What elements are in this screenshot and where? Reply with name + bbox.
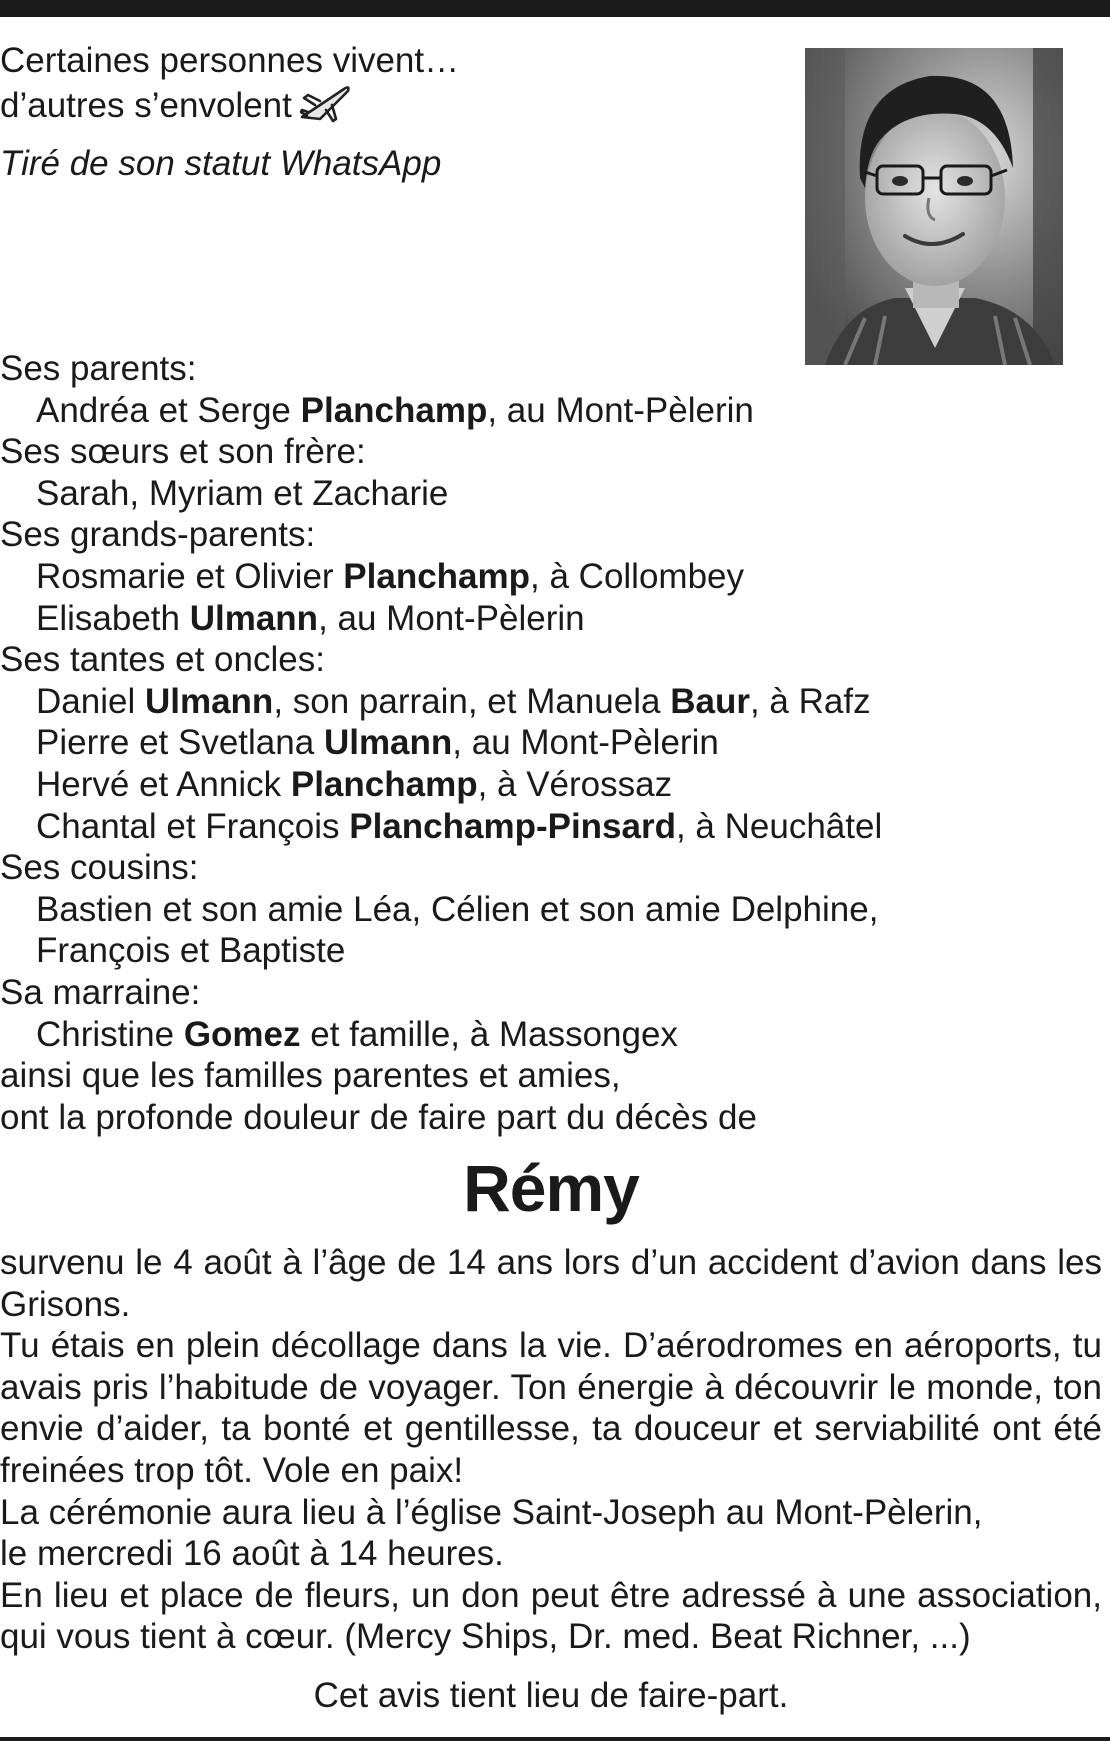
epigraph-line-1: Certaines personnes vivent… [0, 41, 460, 80]
deceased-name: Rémy [463, 1151, 639, 1225]
family-entry [0, 598, 1102, 640]
portrait-image [805, 48, 1063, 365]
entry-location: et famille, à Massongex [300, 1014, 678, 1054]
entry-given-names: Bastien et son amie Léa, Célien et son amie Delphine, [36, 889, 879, 929]
body-paragraph: le mercredi 16 août à 14 heures. [0, 1534, 504, 1574]
entry-family-name: Planchamp [343, 556, 531, 596]
family-category-label: Sa marraine: [0, 972, 201, 1012]
entry-location: , au Mont-Pèlerin [318, 598, 585, 638]
entry-given-names: Chantal et François [36, 806, 350, 846]
entry-location: , à Neuchâtel [675, 806, 883, 846]
epigraph-line-2 [0, 81, 459, 126]
entry-family-name: Baur [670, 681, 750, 721]
entry-family-name: Planchamp [300, 390, 488, 430]
closing-line: ainsi que les familles parentes et amies, [0, 1056, 621, 1096]
epigraph-line-2-text: d’autres s’envolent [0, 86, 292, 125]
entry-family-name: Gomez [183, 1014, 301, 1054]
entry-family-name: Planchamp-Pinsard [349, 806, 676, 846]
family-entry [0, 390, 1102, 432]
entry-family-name: Planchamp [290, 764, 478, 804]
footer-note: Cet avis tient lieu de faire-part. [313, 1676, 789, 1715]
entry-location: , son parrain, et Manuela [273, 681, 671, 721]
entry-location: , au Mont-Pèlerin [452, 723, 719, 763]
family-category-label: Ses cousins: [0, 848, 199, 888]
portrait-photo [805, 48, 1063, 365]
entry-given-names: Christine [36, 1014, 184, 1054]
closing-line: ont la profonde douleur de faire part du décès de [0, 1097, 757, 1137]
family-entry [0, 1014, 1102, 1056]
entry-given-names: Rosmarie et Olivier [36, 556, 344, 596]
entry-location: , à Vérossaz [477, 764, 673, 804]
entry-given-names: Andréa et Serge [36, 390, 301, 430]
entry-given-names: Elisabeth [36, 598, 190, 638]
entry-location: , au Mont-Pèlerin [487, 390, 754, 430]
body-paragraph: En lieu et place de fleurs, un don peut être adressé à une association, qui vous tient à cœur. (Mercy Ships, Dr. med. Beat Richner, ...) [0, 1575, 1102, 1657]
entry-family-name: Ulmann [189, 598, 319, 638]
entry-given-names: Sarah, Myriam et Zacharie [36, 473, 449, 513]
body-paragraph: survenu le 4 août à l’âge de 14 ans lors d’un accident d’avion dans les Grisons. [0, 1243, 1102, 1324]
entry-location: , à Collombey [530, 556, 745, 596]
entry-location: , à Rafz [749, 681, 871, 721]
family-category-label: Ses tantes et oncles: [0, 640, 325, 680]
family-entry [0, 764, 1102, 806]
family-entry [0, 556, 1102, 598]
family-category-label: Ses grands-parents: [0, 515, 316, 555]
family-entry [0, 681, 1102, 723]
family-entry [0, 930, 1102, 972]
airplane-icon [298, 81, 352, 123]
entry-given-names: Daniel [36, 681, 145, 721]
entry-family-name: Ulmann [323, 723, 453, 763]
entry-given-names: Hervé et Annick [36, 764, 291, 804]
body-paragraph: Tu étais en plein décollage dans la vie. D’aérodromes en aéroports, tu avais pris l’habitude de voyager. Ton énergie à découvrir le monde, ton envie d’aider, ta bonté et gentillesse, ta douceur et serviabilité ont été freinées trop tôt. Vole en paix! [0, 1326, 1102, 1490]
family-category-label: Ses parents: [0, 349, 197, 388]
epigraph-source: Tiré de son statut WhatsApp [0, 144, 442, 183]
top-rule [0, 0, 1110, 17]
family-entry [0, 473, 1102, 515]
family-entry [0, 889, 1102, 931]
entry-family-name: Ulmann [144, 681, 274, 721]
entry-given-names: François et Baptiste [36, 931, 346, 971]
announcement-body [0, 1242, 1102, 1658]
family-category-label: Ses sœurs et son frère: [0, 432, 366, 472]
family-list [0, 348, 1102, 1138]
family-entry [0, 806, 1102, 848]
family-entry [0, 722, 1102, 764]
bottom-rule [0, 1737, 1110, 1741]
epigraph [0, 40, 459, 184]
entry-given-names: Pierre et Svetlana [36, 723, 324, 763]
body-paragraph: La cérémonie aura lieu à l’église Saint-Joseph au Mont-Pèlerin, [0, 1492, 983, 1532]
